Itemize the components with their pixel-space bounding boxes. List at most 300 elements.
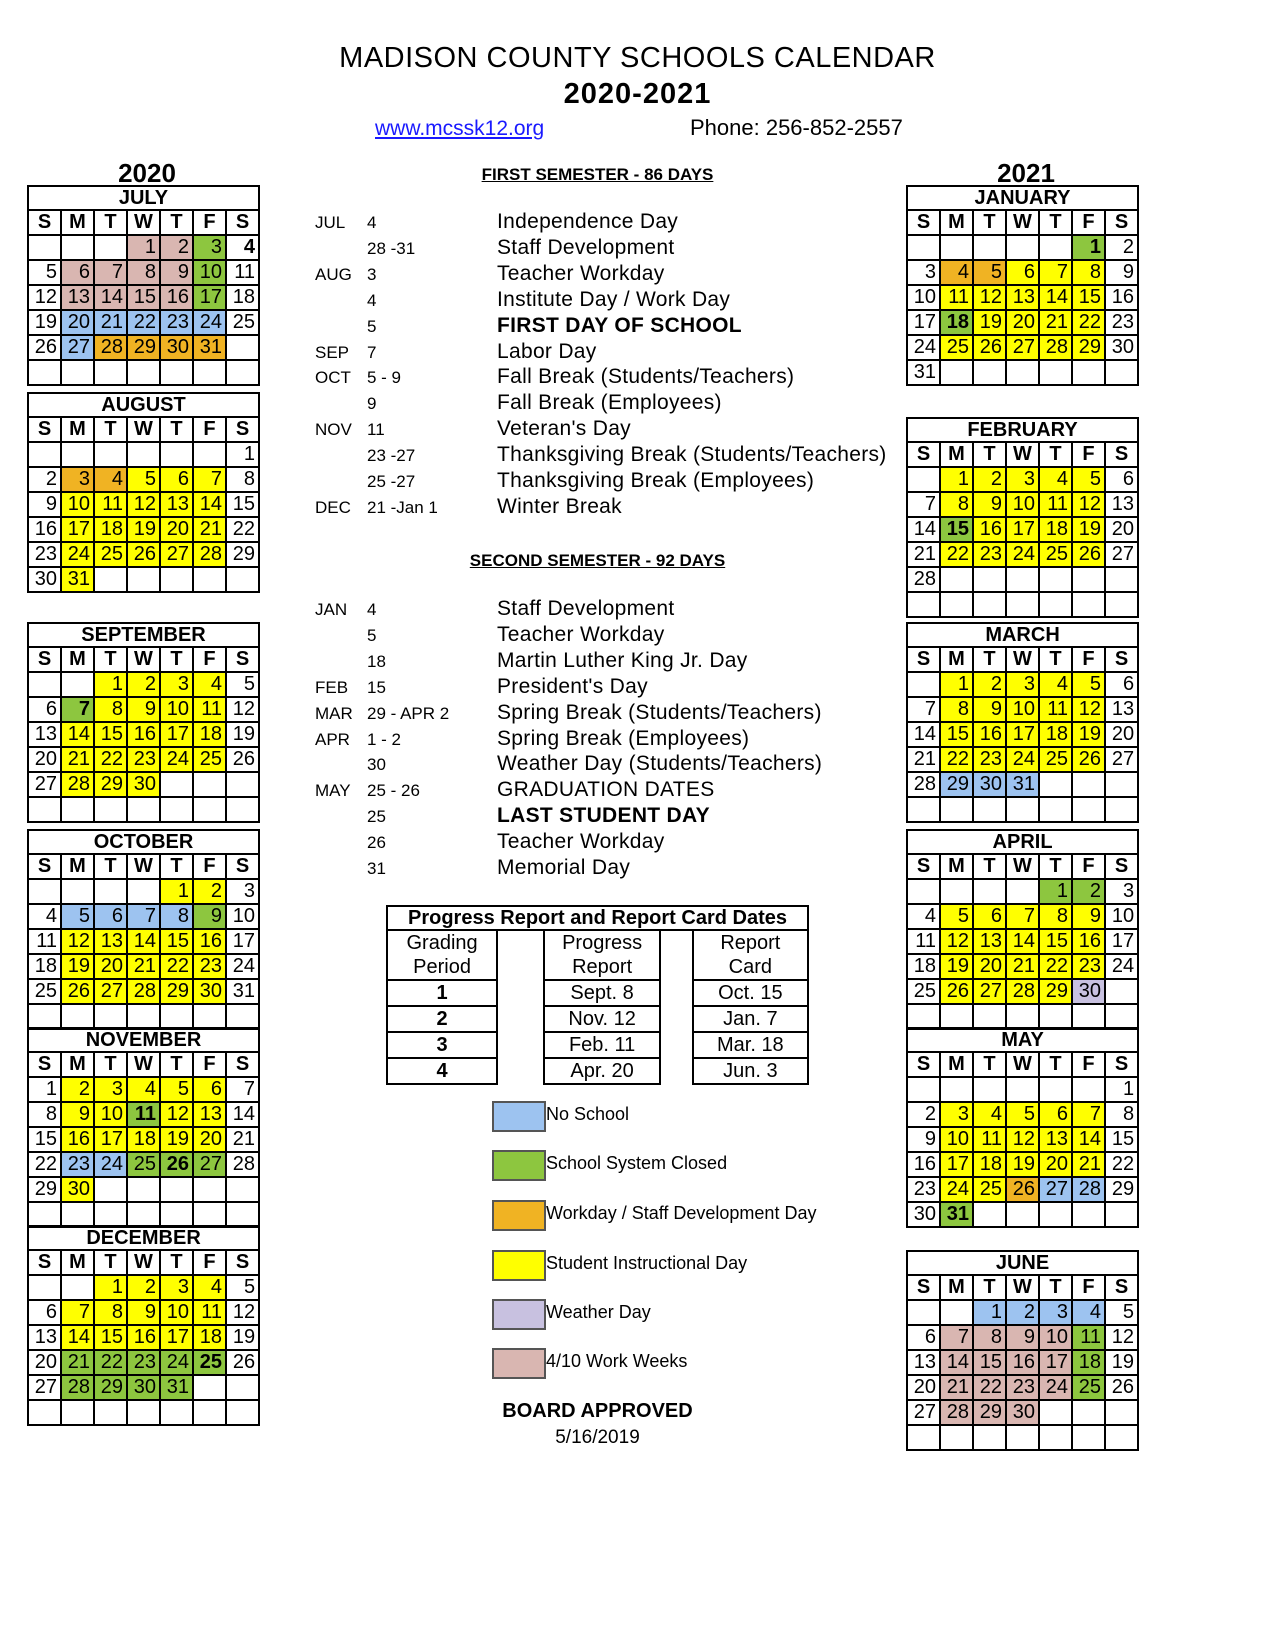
day-cell <box>61 360 94 385</box>
day-cell: 26 <box>28 335 61 360</box>
event-name: Spring Break (Employees) <box>497 726 750 750</box>
day-cell: 28 <box>940 1400 973 1425</box>
day-cell: 27 <box>1105 747 1138 772</box>
day-cell <box>1039 1004 1072 1029</box>
day-cell: 1 <box>94 672 127 697</box>
event-date: 23 -27 <box>367 446 416 466</box>
month-name: OCTOBER <box>28 830 259 854</box>
month-february <box>906 417 1139 618</box>
day-cell <box>973 1077 1006 1102</box>
day-cell: 8 <box>1072 260 1105 285</box>
grading-period: 1 <box>387 980 497 1006</box>
weekday-header: T <box>973 210 1006 235</box>
event-month: FEB <box>315 677 349 697</box>
day-cell: 5 <box>61 904 94 929</box>
day-cell <box>1105 567 1138 592</box>
day-cell <box>61 879 94 904</box>
day-cell: 20 <box>1105 517 1138 542</box>
day-cell: 29 <box>226 542 259 567</box>
day-cell: 18 <box>1039 517 1072 542</box>
day-cell: 13 <box>193 1102 226 1127</box>
day-cell: 19 <box>28 310 61 335</box>
day-cell: 7 <box>61 1300 94 1325</box>
day-cell: 12 <box>28 285 61 310</box>
event-date: 5 - 9 <box>367 368 402 388</box>
event-date: 1 - 2 <box>367 729 402 749</box>
day-cell: 23 <box>907 1177 940 1202</box>
weekday-header: S <box>28 647 61 672</box>
website-link[interactable]: www.mcssk12.org <box>375 117 545 140</box>
day-cell: 17 <box>907 310 940 335</box>
event-name: Labor Day <box>497 339 597 363</box>
weekday-header: T <box>160 647 193 672</box>
weekday-header: T <box>1039 442 1072 467</box>
day-cell: 29 <box>28 1177 61 1202</box>
day-cell <box>127 360 160 385</box>
day-cell: 30 <box>28 567 61 592</box>
day-cell <box>907 1077 940 1102</box>
month-name: APRIL <box>907 830 1138 854</box>
event-date: 18 <box>367 651 386 671</box>
day-cell: 26 <box>61 979 94 1004</box>
month-name: FEBRUARY <box>907 418 1138 442</box>
legend-label: School System Closed <box>546 1153 728 1173</box>
day-cell: 9 <box>1006 1325 1039 1350</box>
day-cell: 28 <box>1039 335 1072 360</box>
day-cell: 31 <box>1006 772 1039 797</box>
day-cell: 29 <box>940 772 973 797</box>
day-cell <box>61 442 94 467</box>
progress-row <box>387 1032 808 1058</box>
day-cell <box>61 1275 94 1300</box>
day-cell: 30 <box>127 1375 160 1400</box>
day-cell <box>160 1004 193 1029</box>
day-cell: 11 <box>28 929 61 954</box>
day-cell <box>28 797 61 822</box>
day-cell: 17 <box>1006 722 1039 747</box>
day-cell: 16 <box>1105 285 1138 310</box>
day-cell: 13 <box>160 492 193 517</box>
day-cell <box>1006 1004 1039 1029</box>
day-cell: 24 <box>940 1177 973 1202</box>
weekday-header: S <box>226 1250 259 1275</box>
day-cell: 19 <box>160 1127 193 1152</box>
day-cell: 23 <box>1072 954 1105 979</box>
day-cell: 19 <box>1105 1350 1138 1375</box>
day-cell: 10 <box>907 285 940 310</box>
year-label-right: 2021 <box>997 158 1055 188</box>
day-cell: 11 <box>127 1102 160 1127</box>
event-date: 30 <box>367 755 386 775</box>
month-october <box>27 829 260 1030</box>
day-cell: 28 <box>94 335 127 360</box>
report-card-header-2: Card <box>693 955 808 980</box>
event-month: OCT <box>315 368 351 388</box>
day-cell: 12 <box>1072 697 1105 722</box>
event-date: 4 <box>367 600 377 619</box>
weekday-header: T <box>973 854 1006 879</box>
event-name: Teacher Workday <box>497 622 665 646</box>
day-cell: 12 <box>1105 1325 1138 1350</box>
day-cell: 6 <box>94 904 127 929</box>
day-cell: 3 <box>61 467 94 492</box>
day-cell: 17 <box>940 1152 973 1177</box>
day-cell <box>193 797 226 822</box>
day-cell <box>226 772 259 797</box>
day-cell <box>1105 1004 1138 1029</box>
weekday-header: T <box>973 1275 1006 1300</box>
day-cell <box>127 879 160 904</box>
day-cell: 19 <box>1006 1152 1039 1177</box>
progress-report-date: Feb. 11 <box>544 1032 659 1058</box>
event-month: DEC <box>315 497 351 517</box>
weekday-header: T <box>160 1250 193 1275</box>
day-cell: 8 <box>28 1102 61 1127</box>
weekday-header: S <box>1105 1052 1138 1077</box>
day-cell <box>28 442 61 467</box>
month-march <box>906 622 1139 823</box>
day-cell: 27 <box>160 542 193 567</box>
legend-swatch <box>492 1150 546 1181</box>
day-cell: 29 <box>1039 979 1072 1004</box>
day-cell: 14 <box>127 929 160 954</box>
day-cell: 19 <box>61 954 94 979</box>
day-cell: 15 <box>1039 929 1072 954</box>
event-name: Fall Break (Students/Teachers) <box>497 365 795 389</box>
report-card-date: Mar. 18 <box>693 1032 808 1058</box>
day-cell: 26 <box>226 747 259 772</box>
legend-swatch <box>492 1200 546 1231</box>
weekday-header: F <box>1072 210 1105 235</box>
day-cell: 24 <box>94 1152 127 1177</box>
legend-swatch <box>492 1101 546 1132</box>
day-cell: 24 <box>160 1350 193 1375</box>
day-cell: 26 <box>940 979 973 1004</box>
day-cell: 6 <box>28 697 61 722</box>
day-cell <box>28 235 61 260</box>
event-name: Memorial Day <box>497 856 631 879</box>
day-cell: 19 <box>226 1325 259 1350</box>
weekday-header: W <box>127 647 160 672</box>
day-cell: 7 <box>226 1077 259 1102</box>
day-cell: 28 <box>907 567 940 592</box>
day-cell: 6 <box>1105 467 1138 492</box>
day-cell: 5 <box>1072 467 1105 492</box>
day-cell: 9 <box>28 492 61 517</box>
event-name: Teacher Workday <box>497 830 665 854</box>
day-cell: 27 <box>28 1375 61 1400</box>
month-january <box>906 185 1139 386</box>
year-label-left: 2020 <box>118 158 176 188</box>
day-cell <box>61 235 94 260</box>
month-april <box>906 829 1139 1030</box>
day-cell: 12 <box>226 1300 259 1325</box>
day-cell: 27 <box>61 335 94 360</box>
day-cell: 10 <box>193 260 226 285</box>
month-name: JUNE <box>907 1251 1138 1275</box>
day-cell: 6 <box>1105 672 1138 697</box>
day-cell: 4 <box>193 1275 226 1300</box>
day-cell: 10 <box>1006 697 1039 722</box>
day-cell: 30 <box>1105 335 1138 360</box>
day-cell: 8 <box>1105 1102 1138 1127</box>
day-cell <box>226 567 259 592</box>
day-cell <box>907 1300 940 1325</box>
day-cell: 17 <box>160 1325 193 1350</box>
event-name: Martin Luther King Jr. Day <box>497 648 748 672</box>
weekday-header: T <box>160 854 193 879</box>
day-cell: 2 <box>1105 235 1138 260</box>
day-cell: 6 <box>1006 260 1039 285</box>
day-cell <box>1006 592 1039 617</box>
day-cell <box>193 360 226 385</box>
day-cell: 2 <box>973 467 1006 492</box>
day-cell: 23 <box>973 542 1006 567</box>
day-cell: 13 <box>28 1325 61 1350</box>
day-cell: 25 <box>1072 1375 1105 1400</box>
day-cell: 17 <box>94 1127 127 1152</box>
day-cell <box>160 360 193 385</box>
day-cell: 11 <box>226 260 259 285</box>
day-cell: 8 <box>973 1325 1006 1350</box>
day-cell: 18 <box>940 310 973 335</box>
month-december <box>27 1225 260 1426</box>
day-cell: 28 <box>193 542 226 567</box>
day-cell: 19 <box>973 310 1006 335</box>
day-cell: 25 <box>1039 747 1072 772</box>
day-cell: 26 <box>160 1152 193 1177</box>
day-cell <box>160 1202 193 1227</box>
day-cell: 4 <box>973 1102 1006 1127</box>
day-cell: 26 <box>1072 747 1105 772</box>
day-cell: 21 <box>907 747 940 772</box>
day-cell: 8 <box>940 492 973 517</box>
progress-table-title: Progress Report and Report Card Dates <box>387 906 808 930</box>
day-cell: 4 <box>1072 1300 1105 1325</box>
day-cell: 26 <box>1072 542 1105 567</box>
weekday-header: T <box>94 647 127 672</box>
day-cell: 17 <box>226 929 259 954</box>
day-cell: 17 <box>193 285 226 310</box>
event-month: SEP <box>315 342 350 362</box>
day-cell: 27 <box>973 979 1006 1004</box>
day-cell <box>973 1202 1006 1227</box>
day-cell: 3 <box>940 1102 973 1127</box>
day-cell: 24 <box>907 335 940 360</box>
day-cell <box>940 360 973 385</box>
day-cell <box>94 567 127 592</box>
day-cell <box>1072 360 1105 385</box>
weekday-header: S <box>907 210 940 235</box>
day-cell: 10 <box>940 1127 973 1152</box>
day-cell <box>61 672 94 697</box>
day-cell <box>94 360 127 385</box>
event-name: Veteran's Day <box>497 417 631 441</box>
month-name: MAY <box>907 1028 1138 1052</box>
day-cell: 5 <box>973 260 1006 285</box>
weekday-header: W <box>127 854 160 879</box>
weekday-header: W <box>1006 647 1039 672</box>
day-cell: 1 <box>940 672 973 697</box>
grading-period: 2 <box>387 1006 497 1032</box>
weekday-header: S <box>226 854 259 879</box>
day-cell: 3 <box>94 1077 127 1102</box>
weekday-header: T <box>94 210 127 235</box>
day-cell: 4 <box>94 467 127 492</box>
event-name: Staff Development <box>497 597 675 620</box>
day-cell: 14 <box>1039 285 1072 310</box>
day-cell: 22 <box>28 1152 61 1177</box>
day-cell: 15 <box>1105 1127 1138 1152</box>
day-cell: 4 <box>1039 467 1072 492</box>
day-cell: 11 <box>940 285 973 310</box>
day-cell: 6 <box>61 260 94 285</box>
day-cell: 23 <box>127 747 160 772</box>
day-cell: 20 <box>94 954 127 979</box>
day-cell: 12 <box>973 285 1006 310</box>
weekday-header: W <box>127 1052 160 1077</box>
day-cell <box>94 879 127 904</box>
day-cell: 26 <box>973 335 1006 360</box>
day-cell: 9 <box>160 260 193 285</box>
day-cell: 10 <box>1105 904 1138 929</box>
day-cell: 23 <box>127 1350 160 1375</box>
event-date: 31 <box>367 859 386 878</box>
weekday-header: F <box>193 210 226 235</box>
event-month: NOV <box>315 420 352 440</box>
day-cell: 17 <box>1006 517 1039 542</box>
weekday-header: T <box>94 417 127 442</box>
day-cell <box>907 672 940 697</box>
day-cell: 27 <box>1039 1177 1072 1202</box>
day-cell: 20 <box>907 1375 940 1400</box>
day-cell: 21 <box>907 542 940 567</box>
day-cell <box>940 879 973 904</box>
day-cell <box>1105 979 1138 1004</box>
legend-label: Student Instructional Day <box>546 1253 748 1273</box>
progress-row <box>387 1058 808 1084</box>
day-cell: 1 <box>28 1077 61 1102</box>
event-month: MAR <box>315 703 353 723</box>
weekday-header: S <box>226 647 259 672</box>
day-cell: 14 <box>61 722 94 747</box>
day-cell <box>28 1202 61 1227</box>
day-cell: 28 <box>127 979 160 1004</box>
day-cell: 4 <box>1039 672 1072 697</box>
day-cell <box>94 235 127 260</box>
day-cell: 27 <box>94 979 127 1004</box>
day-cell: 5 <box>1006 1102 1039 1127</box>
weekday-header: S <box>907 442 940 467</box>
event-date: 5 <box>367 316 377 336</box>
day-cell: 21 <box>1006 954 1039 979</box>
weekday-header: F <box>1072 442 1105 467</box>
weekday-header: T <box>160 1052 193 1077</box>
day-cell: 31 <box>907 360 940 385</box>
day-cell: 21 <box>127 954 160 979</box>
day-cell: 31 <box>226 979 259 1004</box>
day-cell: 22 <box>226 517 259 542</box>
day-cell: 14 <box>94 285 127 310</box>
day-cell: 15 <box>94 722 127 747</box>
day-cell <box>1105 592 1138 617</box>
day-cell: 5 <box>226 672 259 697</box>
board-approved: BOARD APPROVED <box>502 1400 693 1422</box>
day-cell: 23 <box>193 954 226 979</box>
day-cell: 12 <box>940 929 973 954</box>
day-cell: 3 <box>193 235 226 260</box>
day-cell: 19 <box>1072 722 1105 747</box>
day-cell <box>193 1004 226 1029</box>
day-cell <box>61 1004 94 1029</box>
day-cell: 11 <box>94 492 127 517</box>
weekday-header: W <box>127 210 160 235</box>
approval-date: 5/16/2019 <box>555 1427 640 1448</box>
day-cell <box>61 1202 94 1227</box>
day-cell <box>1105 360 1138 385</box>
day-cell <box>1006 235 1039 260</box>
weekday-header: T <box>1039 1275 1072 1300</box>
day-cell <box>1039 1202 1072 1227</box>
day-cell <box>1039 235 1072 260</box>
legend-label: No School <box>546 1104 630 1124</box>
day-cell: 3 <box>1105 879 1138 904</box>
day-cell: 9 <box>1072 904 1105 929</box>
day-cell: 25 <box>193 1350 226 1375</box>
day-cell: 1 <box>160 879 193 904</box>
day-cell: 20 <box>28 747 61 772</box>
event-name: Fall Break (Employees) <box>497 391 722 415</box>
day-cell <box>226 1202 259 1227</box>
day-cell: 31 <box>940 1202 973 1227</box>
day-cell: 20 <box>1105 722 1138 747</box>
day-cell <box>193 1177 226 1202</box>
weekday-header: T <box>160 417 193 442</box>
day-cell: 7 <box>94 260 127 285</box>
day-cell: 3 <box>160 672 193 697</box>
day-cell: 10 <box>1039 1325 1072 1350</box>
day-cell <box>1072 592 1105 617</box>
day-cell: 19 <box>127 517 160 542</box>
day-cell: 1 <box>1039 879 1072 904</box>
legend-swatch <box>492 1348 546 1379</box>
weekday-header: M <box>61 854 94 879</box>
day-cell: 23 <box>28 542 61 567</box>
day-cell: 6 <box>907 1325 940 1350</box>
month-name: AUGUST <box>28 393 259 417</box>
grading-period-header-2: Period <box>387 955 497 980</box>
weekday-header: F <box>193 854 226 879</box>
event-name: Spring Break (Students/Teachers) <box>497 700 822 724</box>
day-cell <box>973 879 1006 904</box>
weekday-header: T <box>160 210 193 235</box>
day-cell <box>973 1004 1006 1029</box>
day-cell <box>1072 1202 1105 1227</box>
day-cell: 28 <box>907 772 940 797</box>
day-cell: 8 <box>160 904 193 929</box>
event-month: MAY <box>315 781 351 801</box>
day-cell: 2 <box>61 1077 94 1102</box>
day-cell: 15 <box>127 285 160 310</box>
progress-report-table <box>386 905 809 1085</box>
day-cell: 12 <box>127 492 160 517</box>
day-cell: 9 <box>973 697 1006 722</box>
weekday-header: M <box>940 1052 973 1077</box>
day-cell <box>907 797 940 822</box>
day-cell: 30 <box>907 1202 940 1227</box>
weekday-header: F <box>193 647 226 672</box>
weekday-header: S <box>1105 647 1138 672</box>
